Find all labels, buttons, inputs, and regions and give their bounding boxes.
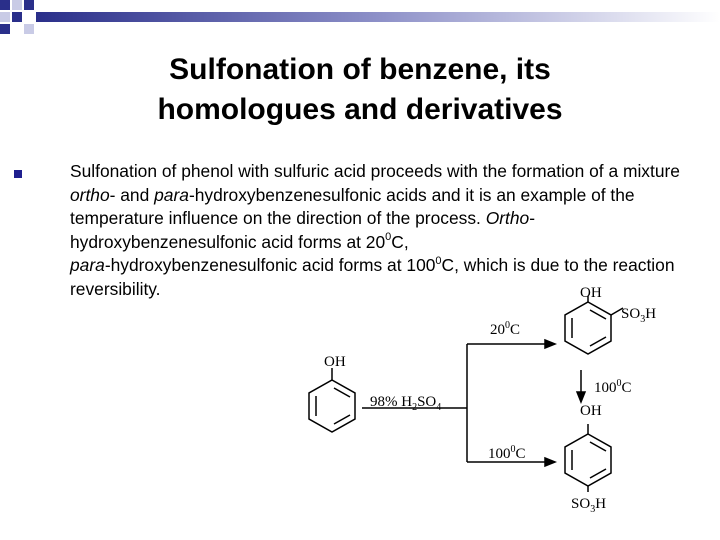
header-decoration xyxy=(0,0,720,40)
paragraph-text: -hydroxybenzenesulfonic acid forms at 100 xyxy=(104,255,436,276)
paragraph-text: C, xyxy=(391,231,409,252)
para-oh-label: OH xyxy=(580,403,602,419)
phenol-ring xyxy=(309,368,355,432)
paragraph-text: Sulfonation of phenol with sulfuric acid proceeds with the formation of a mixture xyxy=(70,161,680,181)
paragraph-text: -hydroxybenzenesulfonic acids and it is an example of the temperature influence on the direction of the process. xyxy=(70,184,635,229)
vertical-arrow xyxy=(577,370,585,402)
italic-para: para xyxy=(154,184,189,205)
bullet-square-icon xyxy=(14,170,22,178)
paragraph-text: - and xyxy=(109,184,155,205)
degree-superscript: 0 xyxy=(385,230,392,243)
bottom-temperature-label: $100^0C$ xyxy=(488,444,526,462)
degree-superscript: 0 xyxy=(435,254,442,267)
bullet-paragraph xyxy=(70,160,680,302)
slide-title xyxy=(0,50,720,130)
para-so3h-label: $SO_3H$ xyxy=(571,496,607,515)
ortho-oh-label: OH xyxy=(580,285,602,301)
reagent-label: 98% $H_2SO_4$ xyxy=(370,394,442,413)
phenol-oh-label: OH xyxy=(324,354,346,370)
vertical-temperature-label: $100^0C$ xyxy=(594,378,632,396)
top-temperature-label: $20^0C$ xyxy=(490,320,521,338)
paragraph-text: -hydroxybenzenesulfonic acid forms at 20 xyxy=(70,208,535,252)
title-line-1: Sulfonation of benzene, its xyxy=(169,53,551,86)
para-product-ring xyxy=(565,424,611,492)
italic-para: para xyxy=(70,255,105,276)
reaction-scheme xyxy=(290,282,710,522)
ortho-product-ring xyxy=(565,296,623,354)
italic-ortho: Ortho xyxy=(485,208,530,229)
title-line-2: homologues and derivatives xyxy=(157,93,563,126)
ortho-so3h-label: $SO_3H$ xyxy=(621,306,657,325)
italic-ortho: ortho xyxy=(70,184,110,205)
paragraph-text: C, which is due to the reaction reversibility. xyxy=(70,255,675,299)
